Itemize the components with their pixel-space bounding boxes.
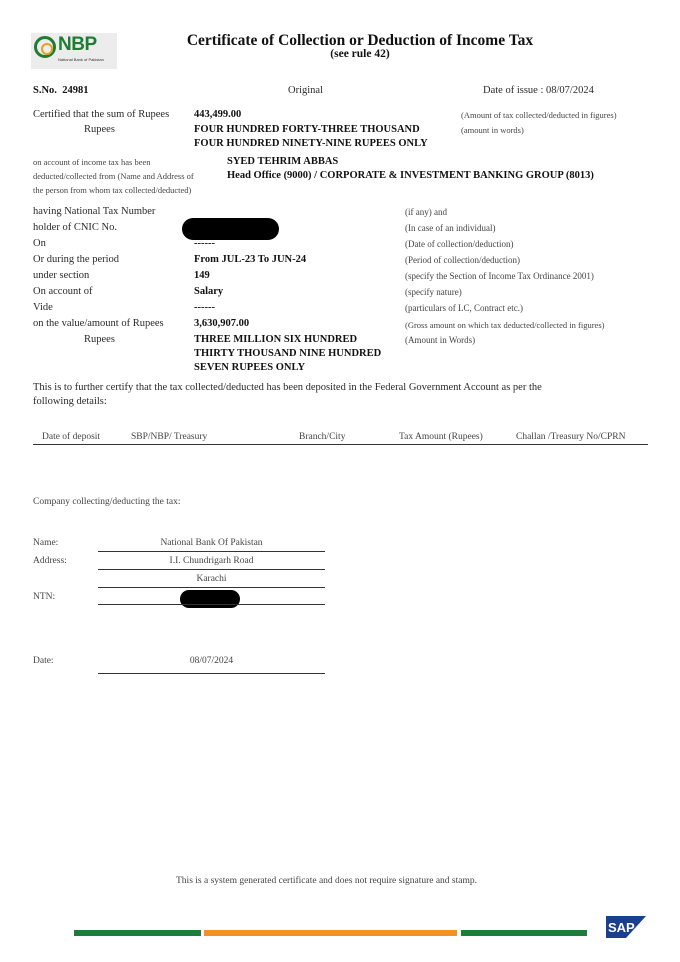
payee-name: SYED TEHRIM ABBAS xyxy=(227,156,339,167)
detail-label-ntn: having National Tax Number xyxy=(33,206,156,217)
name-underline xyxy=(98,551,325,552)
serial-number xyxy=(33,85,88,96)
detail-note-cnic: (In case of an individual) xyxy=(405,223,496,233)
detail-label-section: under section xyxy=(33,270,90,281)
col-date-of-deposit: Date of deposit xyxy=(42,432,101,442)
date-of-issue: Date of issue : 08/07/2024 xyxy=(483,85,594,96)
logo-text: NBP xyxy=(58,34,97,55)
sum-words-label: Rupees xyxy=(84,124,115,135)
footer-bar-green-left xyxy=(74,930,201,936)
detail-label-vide: Vide xyxy=(33,302,53,313)
gross-words-1: THREE MILLION SIX HUNDRED xyxy=(194,334,358,345)
logo-subtitle: National Bank of Pakistan xyxy=(58,57,104,62)
detail-note-section: (specify the Section of Income Tax Ordinance 2001) xyxy=(405,271,594,281)
col-challan: Challan /Treasury No/CPRN xyxy=(516,432,626,442)
page-subtitle: (see rule 42) xyxy=(330,48,390,60)
company-address-2: Karachi xyxy=(196,574,227,584)
company-address-1: I.I. Chundrigarh Road xyxy=(169,556,254,566)
detail-value-period: From JUL-23 To JUN-24 xyxy=(194,254,307,265)
company-name: National Bank Of Pakistan xyxy=(160,538,263,548)
detail-label-on: On xyxy=(33,238,46,249)
detail-note-ntn: (if any) and xyxy=(405,207,447,217)
tax-amount-words-note: (amount in words) xyxy=(461,125,524,135)
system-generated-note: This is a system generated certificate and does not require signature and stamp. xyxy=(176,876,477,886)
detail-label-period: Or during the period xyxy=(33,254,120,265)
copy-type: Original xyxy=(288,85,323,96)
ntn-underline xyxy=(98,604,325,605)
date-underline xyxy=(98,673,325,674)
page-title: Certificate of Collection or Deduction of Income Tax xyxy=(186,32,534,49)
table-header-divider xyxy=(33,444,648,445)
detail-label-gross: on the value/amount of Rupees xyxy=(33,318,164,329)
company-ntn-label: NTN: xyxy=(33,592,56,602)
detail-note-nature: (specify nature) xyxy=(405,287,462,297)
sap-logo-icon xyxy=(606,916,646,938)
company-date-label: Date: xyxy=(33,656,54,666)
col-treasury: SBP/NBP/ Treasury xyxy=(131,432,208,442)
gross-words-note: (Amount in Words) xyxy=(405,335,476,345)
col-tax-amount: Tax Amount (Rupees) xyxy=(399,432,483,442)
col-branch-city: Branch/City xyxy=(299,432,346,442)
detail-value-gross: 3,630,907.00 xyxy=(194,318,250,329)
company-date: 08/07/2024 xyxy=(189,656,234,666)
payee-address: Head Office (9000) / CORPORATE & INVESTMENT BANKING GROUP (8013) xyxy=(227,170,594,181)
footer-bar-orange xyxy=(204,930,457,936)
tax-amount-figures: 443,499.00 xyxy=(194,109,242,120)
detail-note-vide: (particulars of LC, Contract etc.) xyxy=(405,303,523,313)
detail-note-on: (Date of collection/deduction) xyxy=(405,239,514,249)
deposit-statement-1: This is to further certify that the tax collected/deducted has been deposited in the Federal Government Account as per the xyxy=(33,382,542,393)
tax-amount-words-1: FOUR HUNDRED FORTY-THREE THOUSAND xyxy=(194,124,420,135)
detail-note-period: (Period of collection/deduction) xyxy=(405,255,520,265)
company-heading: Company collecting/deducting the tax: xyxy=(33,497,181,507)
detail-note-gross: (Gross amount on which tax deducted/collected in figures) xyxy=(405,320,605,330)
sum-label: Certified that the sum of Rupees xyxy=(33,109,170,120)
payee-label-3: the person from whom tax collected/deducted) xyxy=(33,185,192,195)
payee-label-1: on account of income tax has been xyxy=(33,157,151,167)
serial-label: S.No. xyxy=(33,85,57,96)
detail-value-nature: Salary xyxy=(194,286,224,297)
payee-label-2: deducted/collected from (Name and Address of xyxy=(33,171,194,181)
footer-bar-green-right xyxy=(461,930,587,936)
tax-amount-note: (Amount of tax collected/deducted in figures) xyxy=(461,110,617,120)
deposit-statement-2: following details: xyxy=(33,396,107,407)
svg-text:SAP: SAP xyxy=(608,920,635,935)
detail-label-nature: On account of xyxy=(33,286,93,297)
detail-label-cnic: holder of CNIC No. xyxy=(33,222,117,233)
ntn-redaction xyxy=(180,590,240,608)
address-underline-2 xyxy=(98,587,325,588)
gross-words-label: Rupees xyxy=(84,334,115,345)
address-underline-1 xyxy=(98,569,325,570)
gross-words-3: SEVEN RUPEES ONLY xyxy=(194,362,306,373)
serial-value: 24981 xyxy=(62,85,89,96)
detail-value-section: 149 xyxy=(194,270,210,281)
cnic-redaction xyxy=(182,218,279,240)
detail-value-vide: ------ xyxy=(194,302,215,313)
gross-words-2: THIRTY THOUSAND NINE HUNDRED xyxy=(194,348,382,359)
company-name-label: Name: xyxy=(33,538,59,548)
company-address-label: Address: xyxy=(33,556,67,566)
tax-amount-words-2: FOUR HUNDRED NINETY-NINE RUPEES ONLY xyxy=(194,138,428,149)
detail-value-on: ------ xyxy=(194,238,215,249)
